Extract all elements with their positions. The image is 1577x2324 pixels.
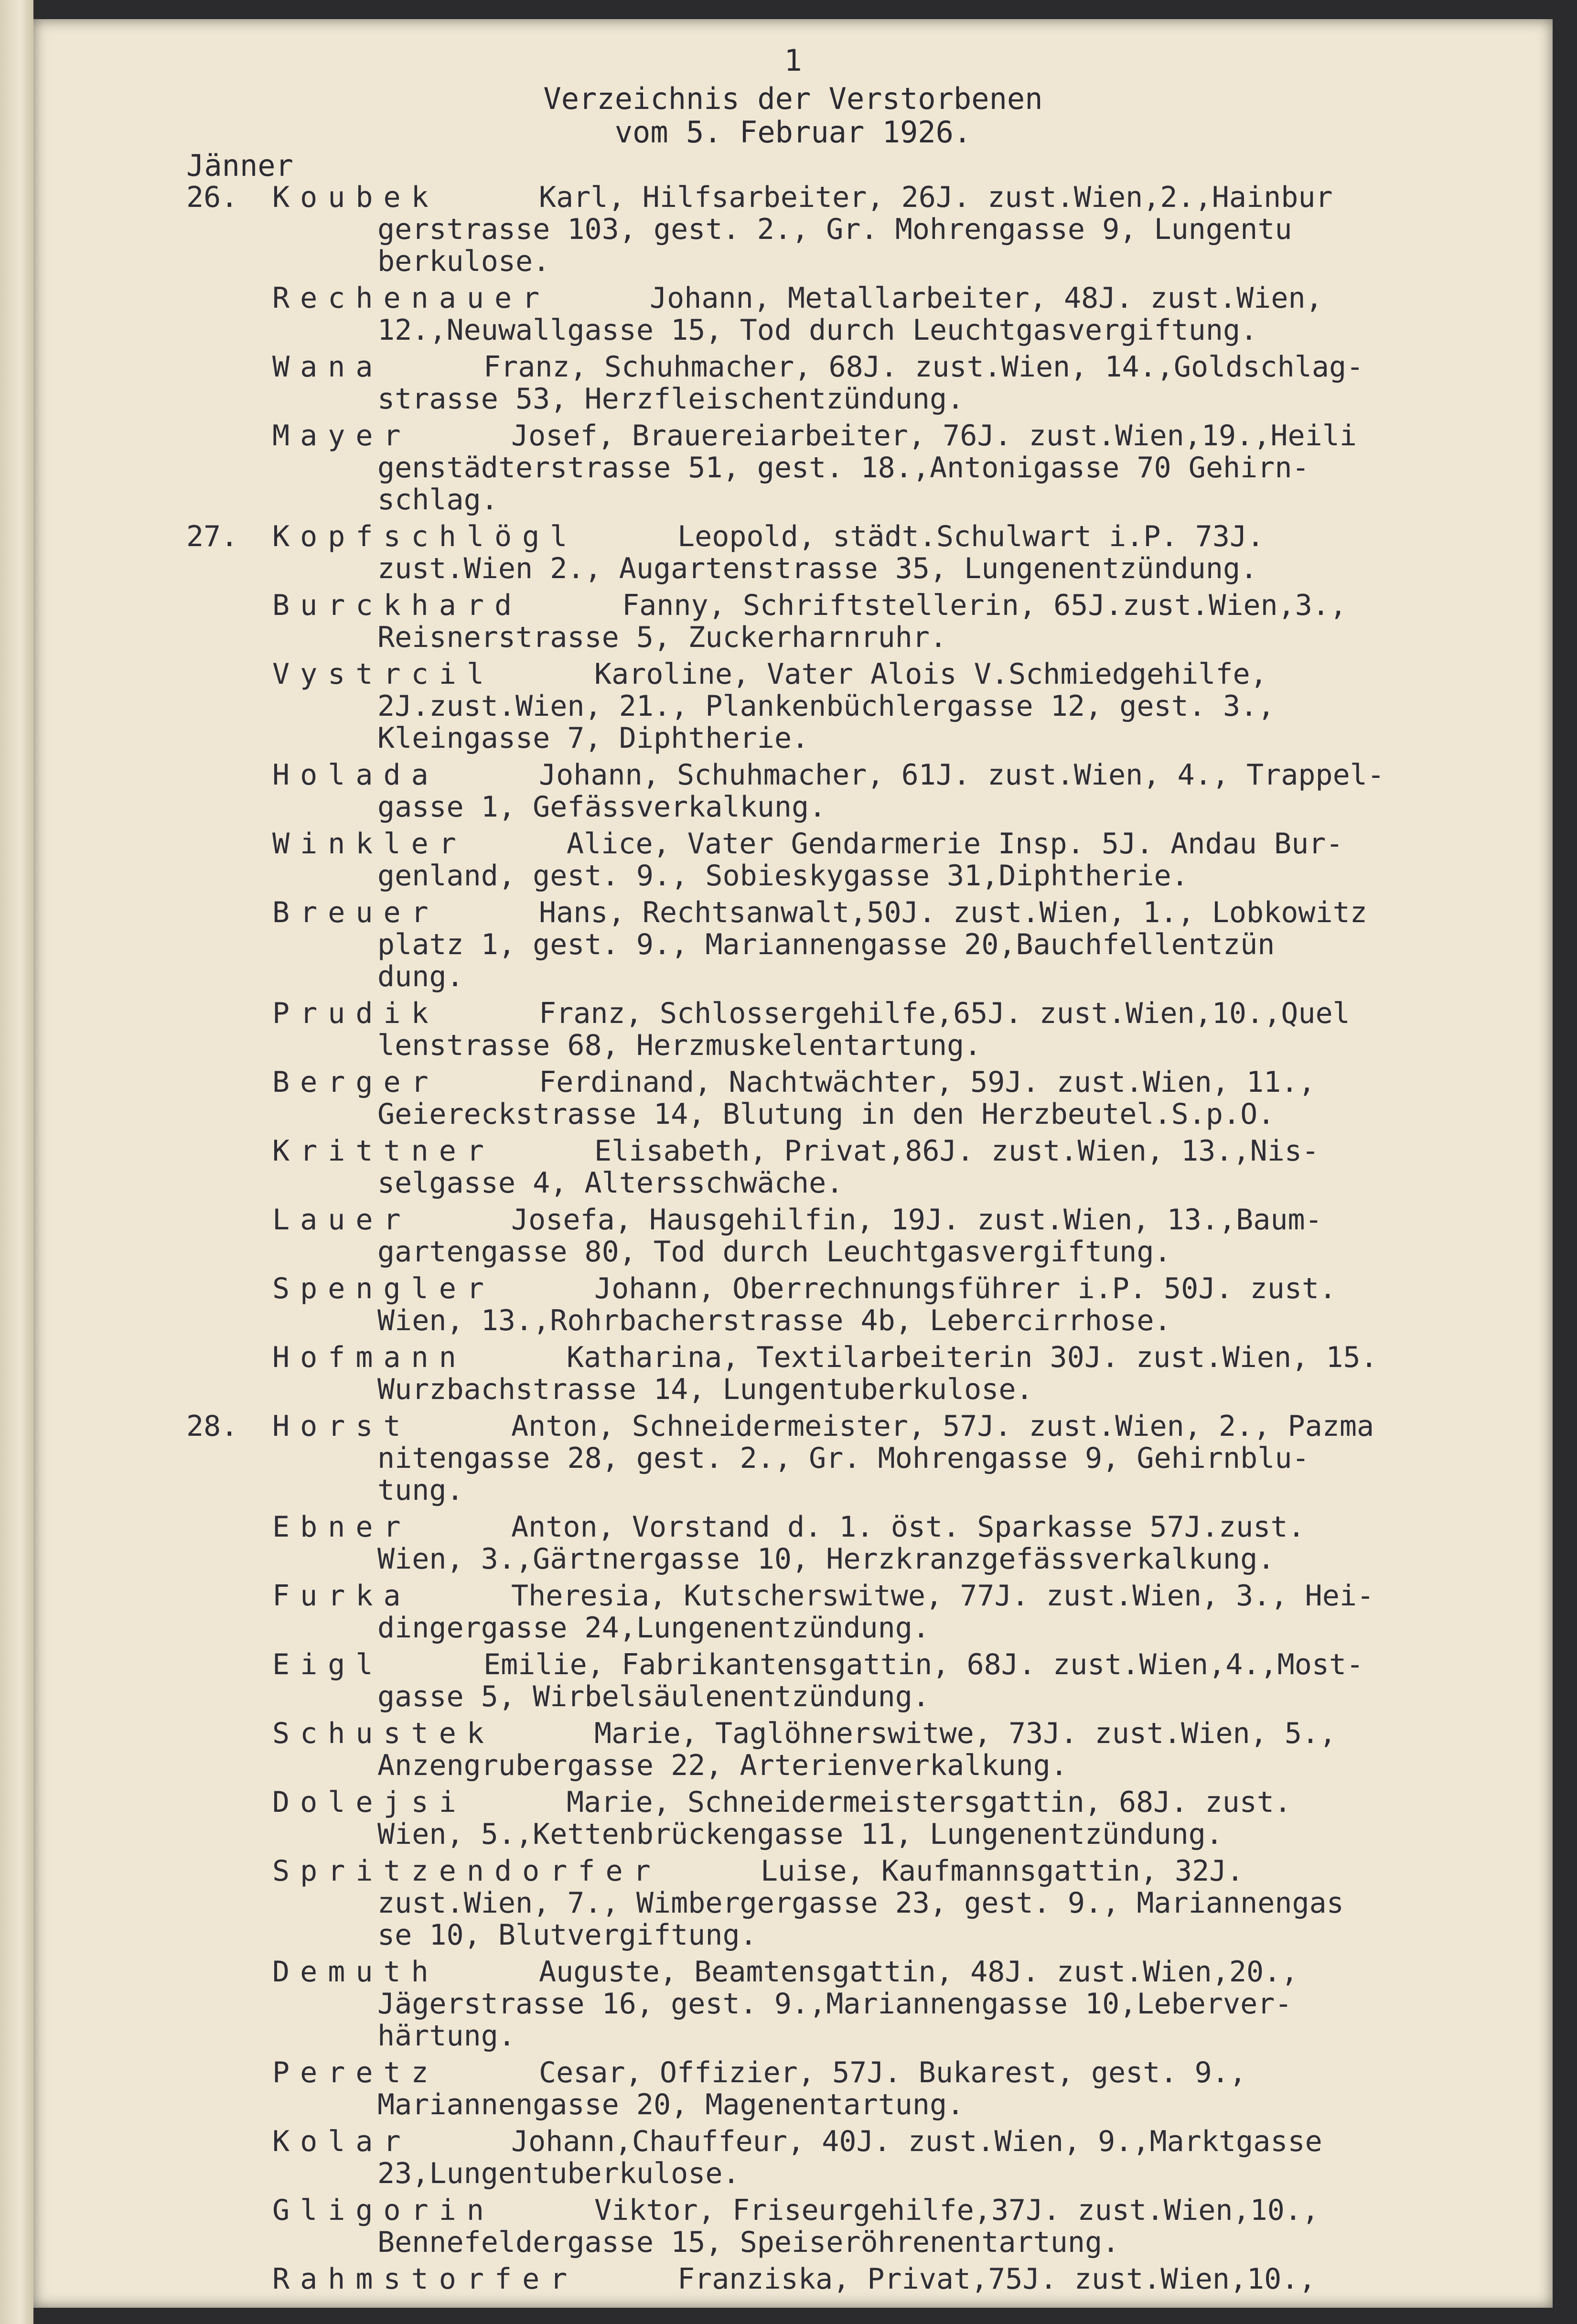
entry-line: Hans, Rechtsanwalt,50J. zust.Wien, 1., Lobkowitz: [539, 897, 1367, 929]
entry-surname: Breuer: [272, 896, 439, 929]
register-entry: [186, 1580, 1548, 1644]
entry-line: Viktor, Friseurgehilfe,37J. zust.Wien,10.,: [594, 2195, 1320, 2227]
entry-line: Reisnerstrasse 5, Zuckerharnruhr.: [377, 622, 947, 654]
register-entry: [186, 828, 1548, 892]
entry-line: Wurzbachstrasse 14, Lungentuberkulose.: [377, 1374, 1033, 1406]
entry-surname: Gligorin: [272, 2194, 494, 2227]
entry-line: Johann, Metallarbeiter, 48J. zust.Wien,: [650, 282, 1323, 314]
entry-line: Franz, Schlossergehilfe,65J. zust.Wien,10.,Quel: [539, 998, 1350, 1030]
entry-surname: Demuth: [272, 1955, 439, 1989]
entry-line: Theresia, Kutscherswitwe, 77J. zust.Wien, 3., Hei-: [511, 1580, 1374, 1612]
register-entry: [186, 1135, 1548, 1199]
entry-surname: Spritzendorfer: [272, 1854, 661, 1888]
entry-line: selgasse 4, Altersschwäche.: [377, 1167, 844, 1199]
entry-surname: Lauer: [272, 1203, 411, 1237]
page-number: 1: [784, 43, 802, 78]
death-register-list: [186, 182, 1548, 2300]
entry-surname: Schustek: [272, 1717, 494, 1750]
entry-line: gartengasse 80, Tod durch Leuchtgasvergiftung.: [377, 1236, 1171, 1268]
entry-line: genland, gest. 9., Sobieskygasse 31,Diphtherie.: [377, 860, 1189, 892]
page-subtitle: vom 5. Februar 1926.: [614, 115, 972, 150]
register-entry: [186, 1273, 1548, 1337]
entry-line: Bennefeldergasse 15, Speiseröhrenentartung.: [377, 2227, 1120, 2259]
entry-surname: Spengler: [272, 1272, 494, 1305]
entry-line: Karl, Hilfsarbeiter, 26J. zust.Wien,2.,Hainbur: [539, 182, 1333, 214]
register-entry: [186, 420, 1548, 516]
register-entry: [186, 351, 1548, 415]
entry-line: Josef, Brauereiarbeiter, 76J. zust.Wien,19.,Heili: [511, 420, 1357, 452]
entry-line: Leopold, städt.Schulwart i.P. 73J.: [677, 521, 1265, 553]
entry-line: Franziska, Privat,75J. zust.Wien,10.,: [677, 2263, 1316, 2295]
entry-surname: Rahmstorfer: [272, 2262, 578, 2296]
entry-line: Anzengrubergasse 22, Arterienverkalkung.: [377, 1750, 1068, 1782]
entry-surname: Prudik: [272, 997, 439, 1030]
entry-line: nitengasse 28, gest. 2., Gr. Mohrengasse 9, Gehirnblu-: [377, 1442, 1309, 1474]
register-entry: [186, 897, 1548, 993]
entry-line: Mariannengasse 20, Magenentartung.: [377, 2089, 965, 2121]
register-entry: [186, 1956, 1548, 2052]
entry-line: Geiereckstrasse 14, Blutung in den Herzbeutel.S.p.O.: [377, 1098, 1275, 1130]
entry-line: schlag.: [377, 484, 498, 516]
entry-line: gasse 5, Wirbelsäulenentzündung.: [377, 1681, 930, 1713]
entry-line: zust.Wien 2., Augartenstrasse 35, Lungenentzündung.: [377, 553, 1258, 585]
register-entry: [186, 1786, 1548, 1851]
entry-surname: Holada: [272, 758, 439, 792]
register-entry: [186, 759, 1548, 823]
register-entry: [186, 1410, 1548, 1506]
entry-line: dung.: [377, 961, 464, 993]
entry-line: Karoline, Vater Alois V.Schmiedgehilfe,: [594, 658, 1267, 690]
entry-surname: Berger: [272, 1065, 439, 1099]
month-heading: Jänner: [186, 148, 293, 183]
entry-line: genstädterstrasse 51, gest. 18.,Antonigasse 70 Gehirn-: [377, 452, 1309, 484]
register-entry: [186, 2263, 1548, 2295]
entry-line: Kleingasse 7, Diphtherie.: [377, 722, 809, 754]
entry-line: Josefa, Hausgehilfin, 19J. zust.Wien, 13.,Baum-: [511, 1204, 1322, 1236]
entry-day: 26.: [186, 181, 238, 214]
register-entry: [186, 998, 1548, 1062]
entry-line: Luise, Kaufmannsgattin, 32J.: [761, 1855, 1244, 1887]
entry-line: gasse 1, Gefässverkalkung.: [377, 791, 826, 823]
entry-line: platz 1, gest. 9., Mariannengasse 20,Bauchfellentzün: [377, 929, 1275, 961]
entry-line: Fanny, Schriftstellerin, 65J.zust.Wien,3.,: [622, 590, 1347, 622]
entry-line: se 10, Blutvergiftung.: [377, 1919, 757, 1951]
entry-surname: Kolar: [272, 2125, 411, 2158]
book-binding: [0, 0, 33, 2324]
entry-line: Franz, Schuhmacher, 68J. zust.Wien, 14.,Goldschlag-: [483, 351, 1364, 383]
entry-line: Elisabeth, Privat,86J. zust.Wien, 13.,Nis-: [594, 1135, 1320, 1167]
entry-surname: Burckhard: [272, 589, 523, 622]
entry-line: zust.Wien, 7., Wimbergergasse 23, gest. 9., Mariannengas: [377, 1887, 1344, 1919]
register-entry: [186, 2057, 1548, 2121]
register-entry: [186, 1066, 1548, 1130]
entry-line: Anton, Vorstand d. 1. öst. Sparkasse 57J.zust.: [511, 1511, 1305, 1543]
entry-surname: Eigl: [272, 1648, 384, 1681]
entry-surname: Hofmann: [272, 1341, 467, 1374]
entry-line: Wien, 5.,Kettenbrückengasse 11, Lungenentzündung.: [377, 1818, 1223, 1851]
entry-line: lenstrasse 68, Herzmuskelentartung.: [377, 1030, 982, 1062]
entry-line: berkulose.: [377, 246, 550, 278]
entry-surname: Kopfschlögl: [272, 520, 578, 553]
entry-line: Johann, Oberrechnungsführer i.P. 50J. zust.: [594, 1273, 1337, 1305]
entry-line: Alice, Vater Gendarmerie Insp. 5J. Andau Bur-: [567, 828, 1343, 860]
register-entry: [186, 658, 1548, 754]
register-entry: [186, 2195, 1548, 2259]
entry-surname: Rechenauer: [272, 281, 550, 315]
entry-line: Marie, Schneidermeistersgattin, 68J. zust.: [567, 1786, 1292, 1818]
entry-line: Katharina, Textilarbeiterin 30J. zust.Wien, 15.: [567, 1342, 1378, 1374]
entry-line: 12.,Neuwallgasse 15, Tod durch Leuchtgasvergiftung.: [377, 314, 1258, 346]
entry-line: Wien, 3.,Gärtnergasse 10, Herzkranzgefässverkalkung.: [377, 1543, 1275, 1575]
entry-line: Jägerstrasse 16, gest. 9.,Mariannengasse 10,Leberver-: [377, 1988, 1292, 2020]
entry-surname: Krittner: [272, 1134, 494, 1168]
register-entry: [186, 1718, 1548, 1782]
register-entry: [186, 1342, 1548, 1406]
register-entry: [186, 282, 1548, 346]
register-entry: [186, 1855, 1548, 1951]
entry-line: Johann, Schuhmacher, 61J. zust.Wien, 4., Trappel-: [539, 759, 1385, 791]
register-entry: [186, 590, 1548, 654]
entry-day: 28.: [186, 1409, 238, 1443]
entry-line: Marie, Taglöhnerswitwe, 73J. zust.Wien, 5.,: [594, 1718, 1337, 1750]
entry-line: 2J.zust.Wien, 21., Plankenbüchlergasse 12, gest. 3.,: [377, 690, 1275, 722]
entry-line: Emilie, Fabrikantensgattin, 68J. zust.Wien,4.,Most-: [483, 1649, 1364, 1681]
entry-surname: Winkler: [272, 827, 467, 861]
entry-line: härtung.: [377, 2020, 515, 2052]
entry-line: tung.: [377, 1474, 464, 1506]
register-entry: [186, 521, 1548, 585]
entry-line: Anton, Schneidermeister, 57J. zust.Wien, 2., Pazma: [511, 1410, 1374, 1442]
register-entry: [186, 1204, 1548, 1268]
entry-surname: Horst: [272, 1409, 411, 1443]
entry-surname: Furka: [272, 1579, 411, 1613]
register-entry: [186, 1649, 1548, 1713]
entry-surname: Ebner: [272, 1510, 411, 1544]
register-entry: [186, 2126, 1548, 2190]
entry-day: 27.: [186, 520, 238, 553]
entry-surname: Mayer: [272, 419, 411, 452]
entry-line: Johann,Chauffeur, 40J. zust.Wien, 9.,Marktgasse: [511, 2126, 1322, 2158]
entry-surname: Dolejsi: [272, 1786, 467, 1819]
entry-surname: Wana: [272, 350, 384, 384]
entry-line: dingergasse 24,Lungenentzündung.: [377, 1612, 930, 1644]
entry-line: 23,Lungentuberkulose.: [377, 2158, 740, 2190]
document-page: [33, 19, 1553, 2308]
entry-line: strasse 53, Herzfleischentzündung.: [377, 383, 965, 415]
entry-line: Auguste, Beamtensgattin, 48J. zust.Wien,20.,: [539, 1956, 1298, 1988]
entry-surname: Koubek: [272, 181, 439, 214]
entry-surname: Vystrcil: [272, 657, 494, 691]
entry-line: gerstrasse 103, gest. 2., Gr. Mohrengasse 9, Lungentu: [377, 214, 1292, 246]
register-entry: [186, 182, 1548, 278]
register-entry: [186, 1511, 1548, 1575]
entry-surname: Peretz: [272, 2056, 439, 2089]
entry-line: Cesar, Offizier, 57J. Bukarest, gest. 9.,: [539, 2057, 1247, 2089]
entry-line: Ferdinand, Nachtwächter, 59J. zust.Wien, 11.,: [539, 1066, 1316, 1098]
page-title: Verzeichnis der Verstorbenen: [543, 81, 1043, 116]
entry-line: Wien, 13.,Rohrbacherstrasse 4b, Lebercirrhose.: [377, 1305, 1171, 1337]
